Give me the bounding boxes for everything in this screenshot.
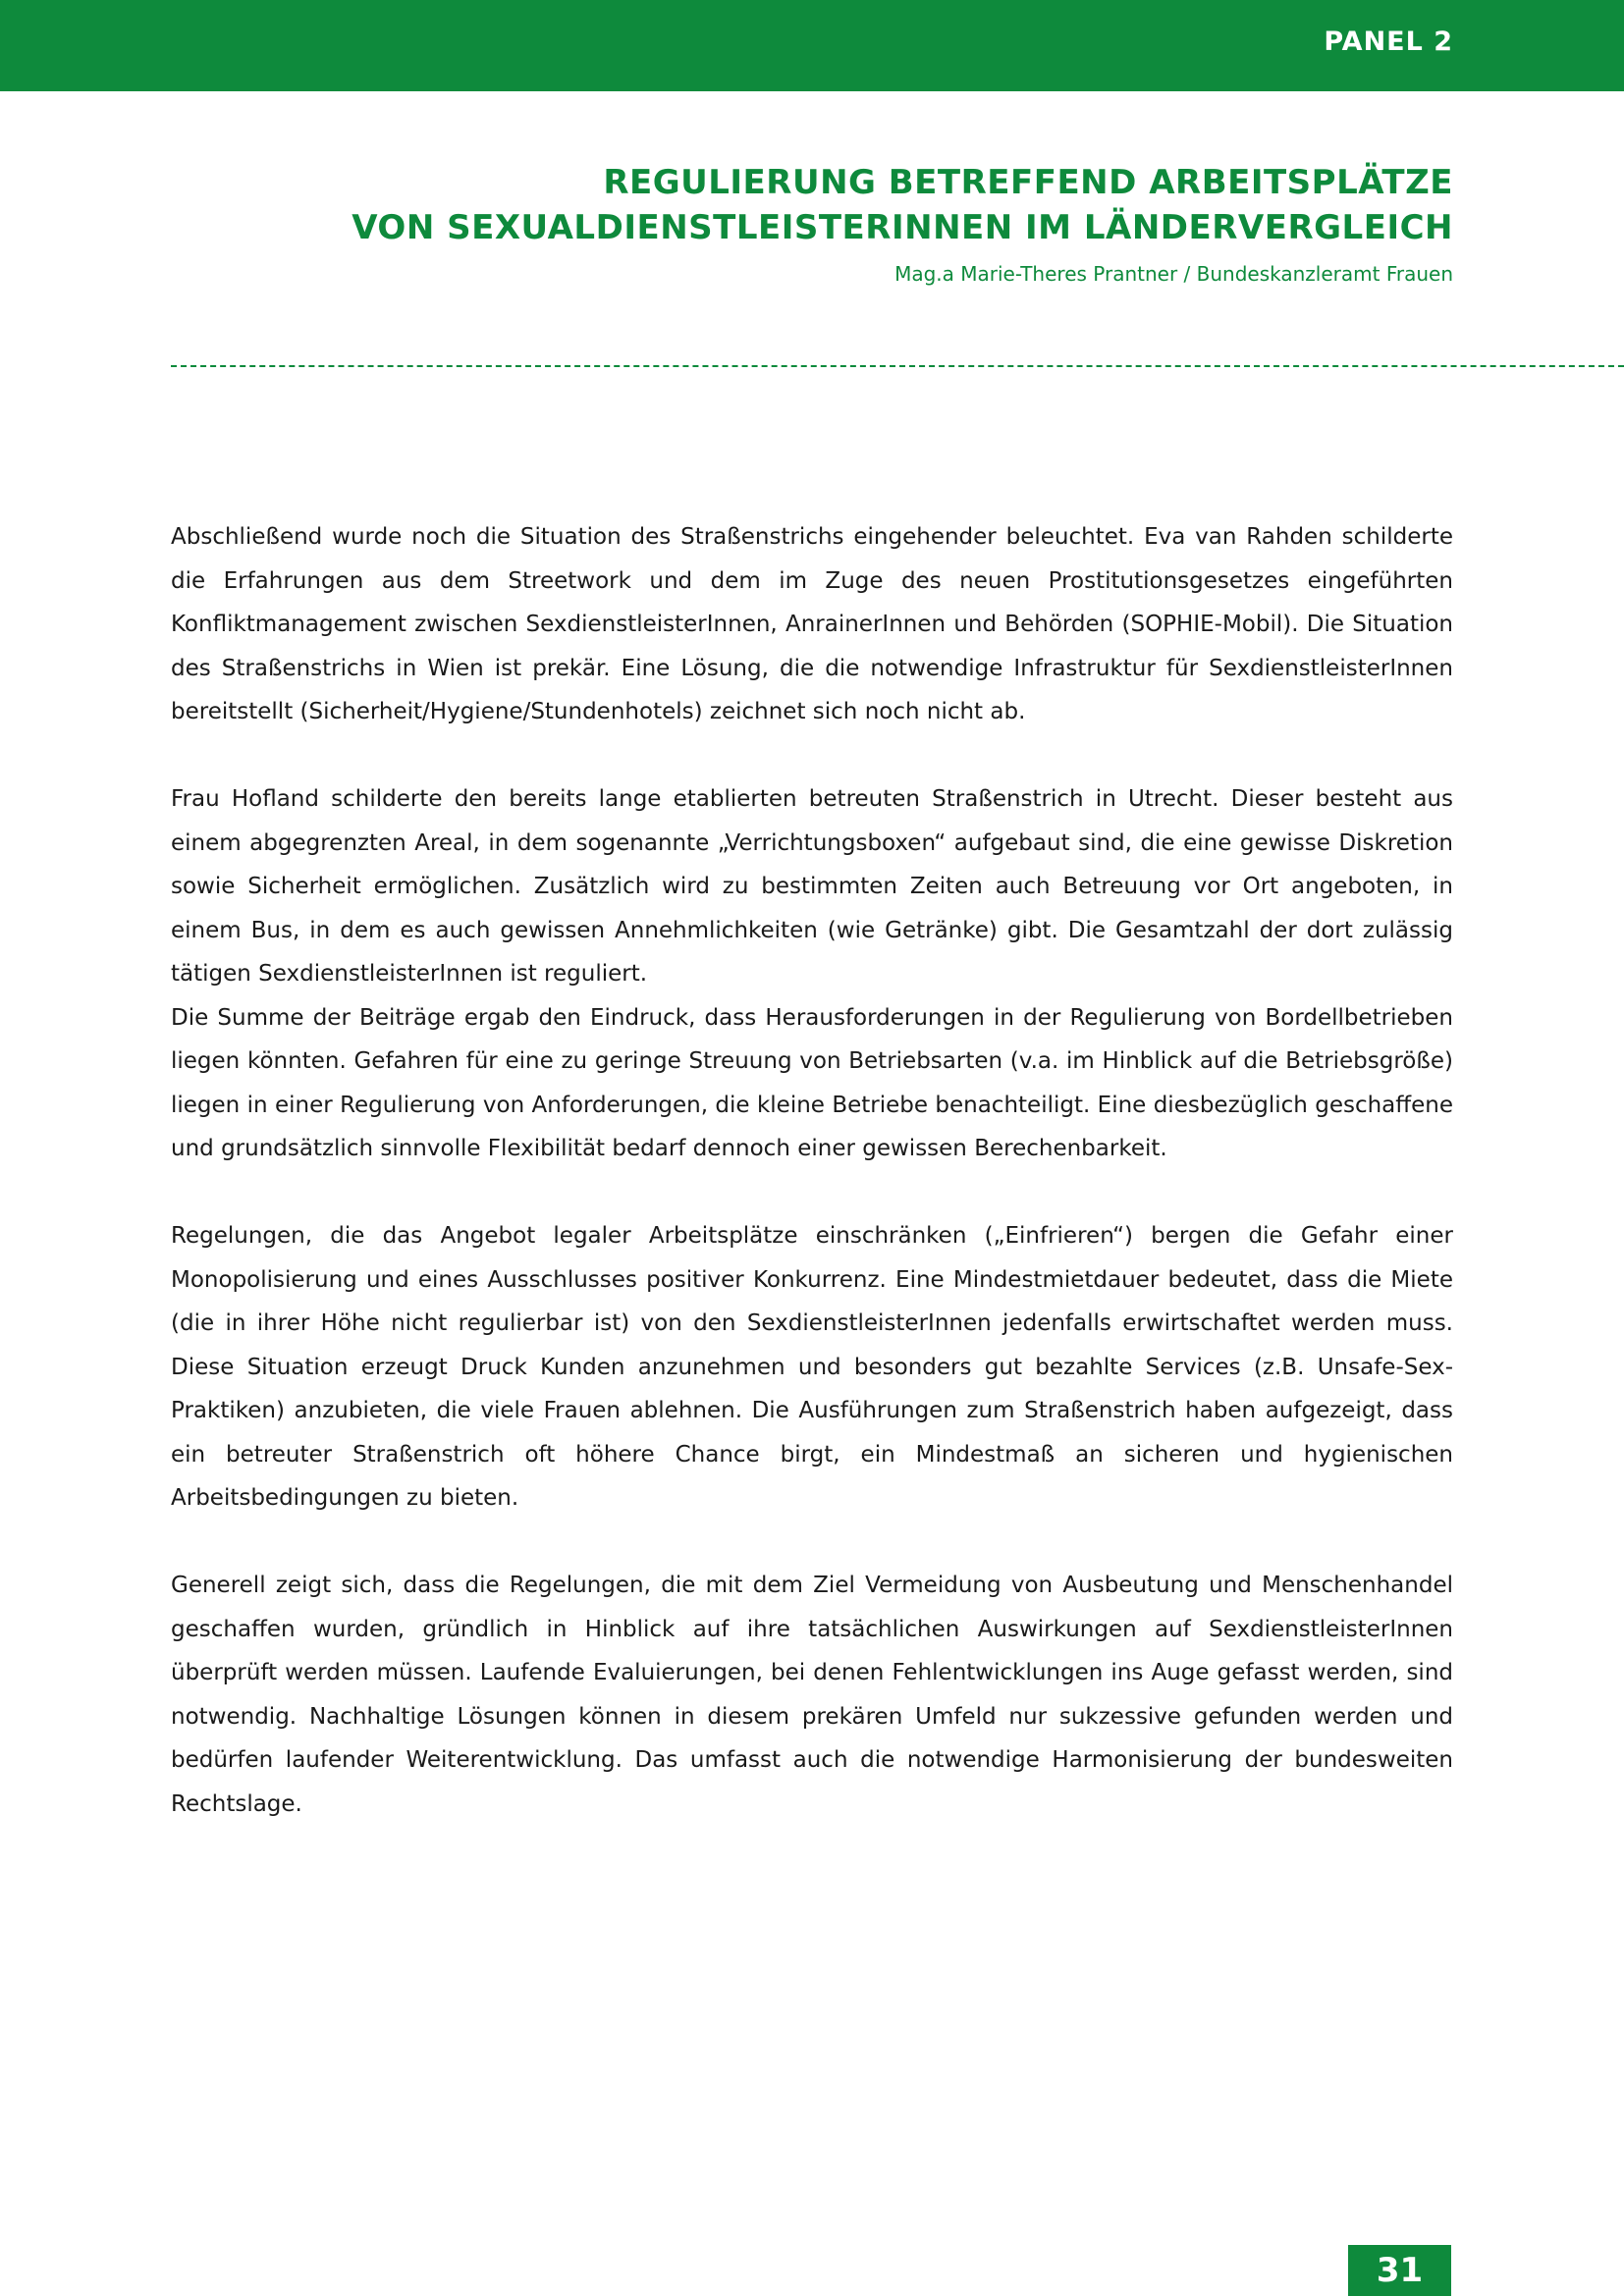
page-number: 31	[1348, 2245, 1451, 2296]
page-title-line-1: REGULIERUNG BETREFFEND ARBEITSPLÄTZE	[603, 163, 1453, 202]
author-line: Mag.a Marie-Theres Prantner / Bundeskanzleramt Frauen	[894, 262, 1453, 286]
paragraph-gap	[171, 1171, 1453, 1215]
paragraph-1: Abschließend wurde noch die Situation des Straßenstrichs eingehender beleuchtet. Eva van Rahden schilderte die Erfahrungen aus dem Streetwork und dem im Zuge des neuen Prostitutionsgesetzes eingeführten Konfliktmanagement zwischen SexdienstleisterInnen, AnrainerInnen und Behörden (SOPHIE-Mobil). Die Situation des Straßenstrichs in Wien ist prekär. Eine Lösung, die die notwendige Infrastruktur für SexdienstleisterInnen bereitstellt (Sicherheit/Hygiene/Stundenhotels) zeichnet sich noch nicht ab.	[171, 524, 1453, 724]
header-bar	[0, 0, 1624, 91]
body-text	[171, 515, 1453, 1826]
paragraph-3: Die Summe der Beiträge ergab den Eindruck, dass Herausforderungen in der Regulierung von Bordellbetrieben liegen könnten. Gefahren für eine zu geringe Streuung von Betriebsarten (v.a. im Hinblick auf die Betriebsgröße) liegen in einer Regulierung von Anforderungen, die kleine Betriebe benachteiligt. Eine diesbezüglich geschaffene und grundsätzlich sinnvolle Flexibilität bedarf dennoch einer gewissen Berechenbarkeit.	[171, 1004, 1453, 1161]
paragraph-5: Generell zeigt sich, dass die Regelungen, die mit dem Ziel Vermeidung von Ausbeutung und Menschenhandel geschaffen wurden, gründlich in Hinblick auf ihre tatsächlichen Auswirkungen auf SexdienstleisterInnen überprüft werden müssen. Laufende Evaluierungen, bei denen Fehlentwicklungen ins Auge gefasst werden, sind notwendig. Nachhaltige Lösungen können in diesem prekären Umfeld nur sukzessive gefunden werden und bedürfen laufender Weiterentwicklung. Das umfasst auch die notwendige Harmonisierung der bundesweiten Rechtslage.	[171, 1573, 1453, 1817]
title-block	[275, 160, 1453, 288]
paragraph-gap	[171, 734, 1453, 778]
page-title-line-2: VON SEXUALDIENSTLEISTERINNEN IM LÄNDERVERGLEICH	[352, 208, 1453, 247]
dashed-divider	[171, 365, 1624, 367]
panel-label: PANEL 2	[1324, 27, 1453, 57]
paragraph-4: Regelungen, die das Angebot legaler Arbeitsplätze einschränken („Einfrieren“) bergen die Gefahr einer Monopolisierung und eines Ausschlusses positiver Konkurrenz. Eine Mindestmietdauer bedeutet, dass die Miete (die in ihrer Höhe nicht regulierbar ist) von den SexdienstleisterInnen jedenfalls erwirtschaftet werden muss. Diese Situation erzeugt Druck Kunden anzunehmen und besonders gut bezahlte Services (z.B. Unsafe-Sex-Praktiken) anzubieten, die viele Frauen ablehnen. Die Ausführungen zum Straßenstrich haben aufgezeigt, dass ein betreuter Straßenstrich oft höhere Chance birgt, ein Mindestmaß an sicheren und hygienischen Arbeitsbedingungen zu bieten.	[171, 1223, 1453, 1511]
paragraph-2: Frau Hofland schilderte den bereits lange etablierten betreuten Straßenstrich in Utrecht. Dieser besteht aus einem abgegrenzten Areal, in dem sogenannte „Verrichtungsboxen“ aufgebaut sind, die eine gewisse Diskretion sowie Sicherheit ermöglichen. Zusätzlich wird zu bestimmten Zeiten auch Betreuung vor Ort angeboten, in einem Bus, in dem es auch gewissen Annehmlichkeiten (wie Getränke) gibt. Die Gesamtzahl der dort zulässig tätigen SexdienstleisterInnen ist reguliert.	[171, 786, 1453, 987]
paragraph-gap	[171, 1521, 1453, 1565]
